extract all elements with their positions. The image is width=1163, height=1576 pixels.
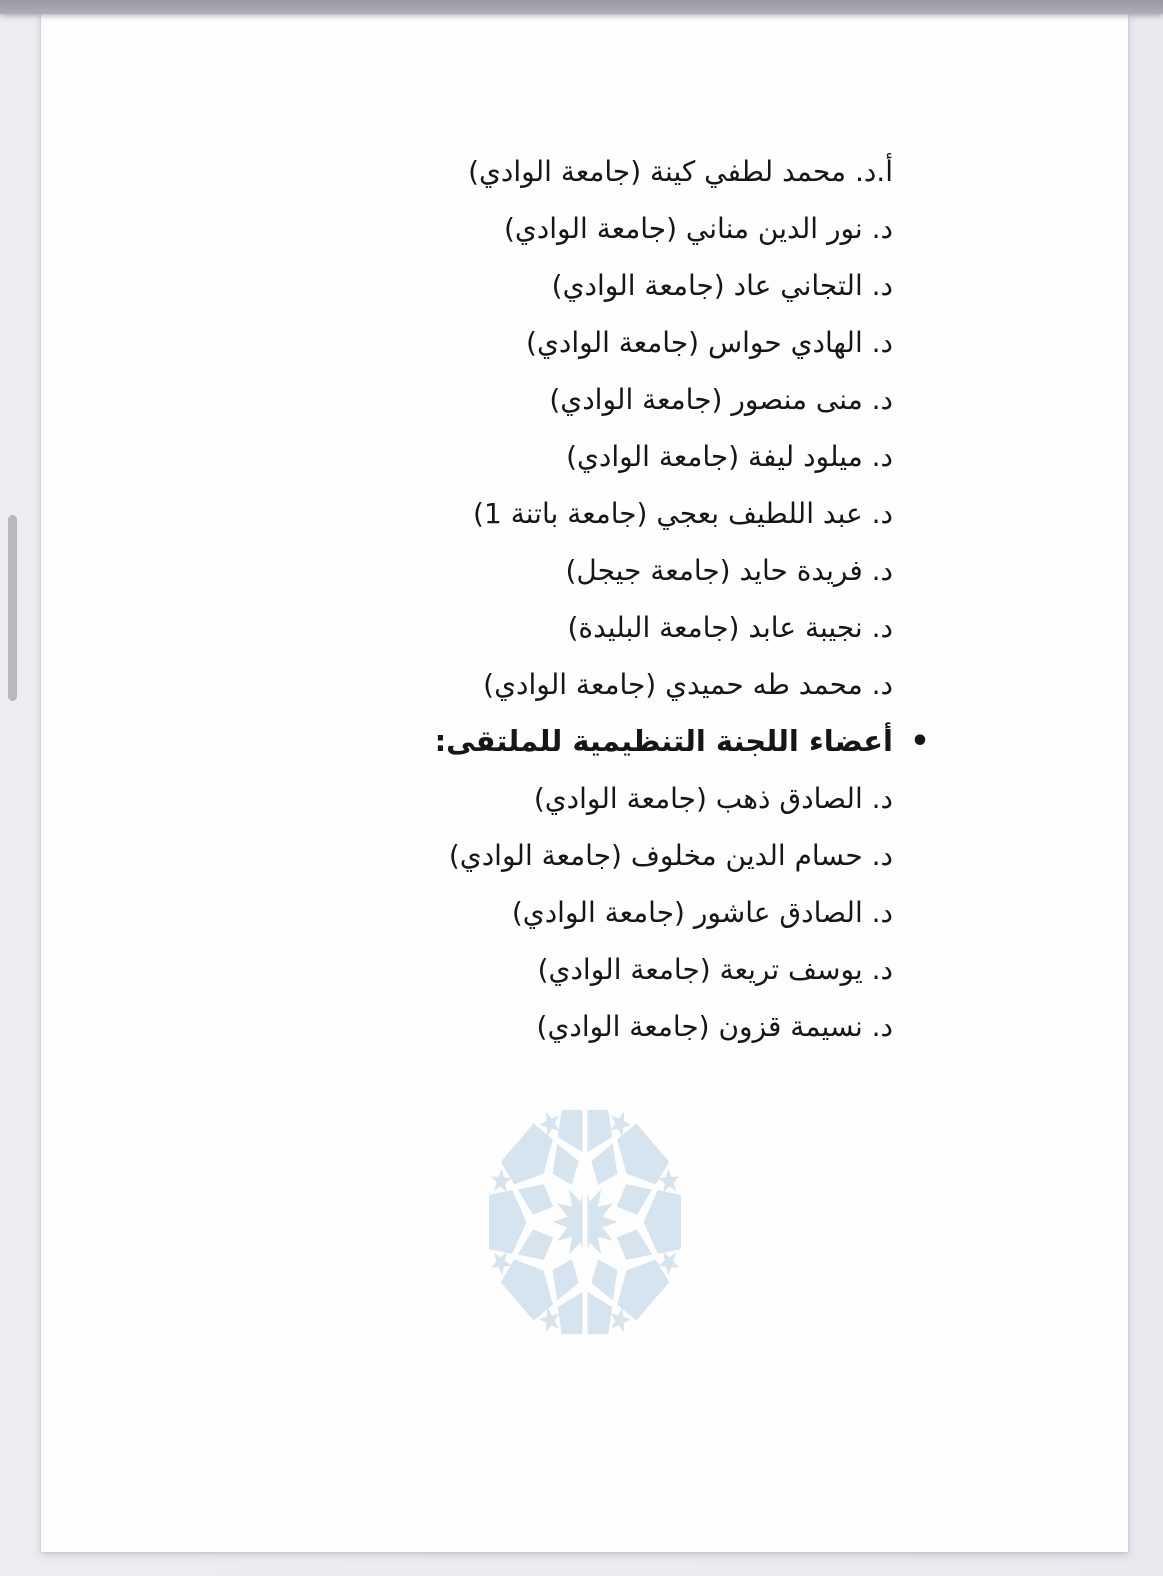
- organizing-committee-heading: [101, 713, 930, 770]
- member-line: د. عبد اللطيف بعجي (جامعة باتنة 1): [473, 497, 893, 530]
- member-line: د. فريدة حايد (جامعة جيجل): [565, 554, 893, 587]
- bullet-icon: •: [910, 724, 930, 759]
- member-line: د. منى منصور (جامعة الوادي): [549, 383, 893, 416]
- document-page: [41, 14, 1128, 1552]
- member-line: د. نجيبة عابد (جامعة البليدة): [567, 611, 893, 644]
- member-line: د. التجاني عاد (جامعة الوادي): [551, 269, 893, 302]
- member-line: د. نسيمة قزون (جامعة الوادي): [536, 1010, 893, 1043]
- member-line: د. يوسف تريعة (جامعة الوادي): [537, 953, 893, 986]
- vertical-scrollbar-thumb[interactable]: [8, 515, 17, 701]
- member-line: د. محمد طه حميدي (جامعة الوادي): [483, 668, 893, 701]
- member-line: د. الصادق عاشور (جامعة الوادي): [511, 896, 893, 929]
- top-page-edge-band: [0, 0, 1163, 14]
- member-line: د. نور الدين مناني (جامعة الوادي): [503, 212, 893, 245]
- member-line: أ.د. محمد لطفي كينة (جامعة الوادي): [468, 155, 893, 188]
- member-line: د. الصادق ذهب (جامعة الوادي): [533, 782, 893, 815]
- member-line: د. ميلود ليفة (جامعة الوادي): [566, 440, 893, 473]
- committee-lists: [41, 143, 1128, 1055]
- member-line: د. الهادي حواس (جامعة الوادي): [526, 326, 893, 359]
- organizing-committee-heading-text: أعضاء اللجنة التنظيمية للملتقى:: [434, 724, 893, 758]
- member-line: د. حسام الدين مخلوف (جامعة الوادي): [448, 839, 893, 872]
- islamic-rosette-watermark-icon: [484, 1104, 686, 1340]
